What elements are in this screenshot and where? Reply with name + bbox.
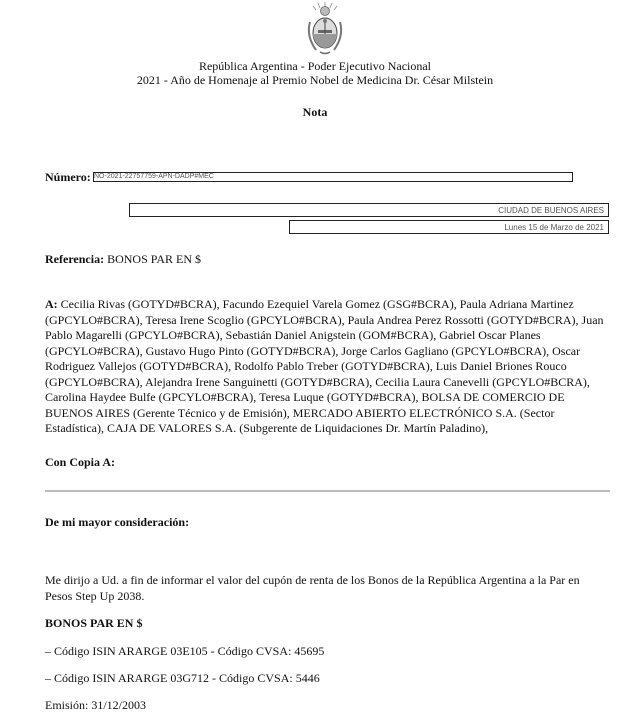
coat-of-arms-emblem bbox=[300, 0, 350, 56]
destinatarios-line: A: Cecilia Rivas (GOTYD#BCRA), Facundo Ezequiel Varela Gomez (GSG#BCRA), Paula Adriana Martinez bbox=[45, 297, 574, 311]
destinatarios-line: Pablo Magarelli (GPCYLO#BCRA), Sebastián Daniel Anigstein (GOM#BCRA), Gabriel Oscar Planes bbox=[45, 328, 541, 342]
emision-line: Emisión: 31/12/2003 bbox=[45, 698, 147, 712]
header-line-2: 2021 - Año de Homenaje al Premio Nobel de Medicina Dr. César Milstein bbox=[136, 73, 494, 87]
bond-title: BONOS PAR EN $ bbox=[45, 616, 143, 630]
greeting: De mi mayor consideración: bbox=[45, 515, 190, 529]
intro-line: Me dirijo a Ud. a fin de informar el valor del cupón de renta de los Bonos de la República Argentina a la Par en bbox=[45, 573, 580, 587]
destinatarios-line: Rodriguez Vallejos (GOTYD#BCRA), Rodolfo Pablo Treber (GOTYD#BCRA), Luis Daniel Briones Rouco bbox=[45, 359, 567, 373]
destinatarios-line: Carolina Haydee Bulfe (GPCYLO#BCRA), Teresa Luque (GOTYD#BCRA), BOLSA DE COMERCIO DE bbox=[45, 390, 565, 404]
con-copia-label: Con Copia A: bbox=[45, 455, 116, 469]
section-divider bbox=[45, 490, 610, 492]
place-field: CIUDAD DE BUENOS AIRES bbox=[129, 203, 609, 217]
destinatarios-line: (GPCYLO#BCRA), Teresa Irene Scoglio (GPCYLO#BCRA), Paula Andrea Perez Rossotti (GOTYD#BCRA), Juan bbox=[45, 312, 604, 327]
referencia-value: BONOS PAR EN $ bbox=[107, 252, 202, 266]
referencia-line bbox=[45, 252, 201, 267]
numero-value-field: NO-2021-22757759-APN-DADP#MEC bbox=[93, 172, 573, 182]
destinatarios-label: A: bbox=[45, 297, 58, 311]
numero-label: Número: bbox=[45, 170, 91, 184]
intro-line: Pesos Step Up 2038. bbox=[45, 588, 145, 603]
destinatarios-line: (GPCYLO#BCRA), Gustavo Hugo Pinto (GOTYD#BCRA), Jorge Carlos Gagliano (GPCYLO#BCRA), Oscar bbox=[45, 343, 581, 358]
isin-line-2: – Código ISIN ARARGE 03G712 - Código CVSA: 5446 bbox=[45, 671, 320, 685]
document-type-title: Nota bbox=[302, 105, 328, 119]
isin-line-1: – Código ISIN ARARGE 03E105 - Código CVSA: 45695 bbox=[45, 644, 325, 658]
destinatarios-block bbox=[45, 297, 610, 437]
header-line-1: República Argentina - Poder Ejecutivo Nacional bbox=[198, 59, 432, 73]
intro-paragraph bbox=[45, 573, 610, 604]
referencia-label: Referencia: bbox=[45, 252, 105, 266]
destinatarios-line: (GPCYLO#BCRA), Alejandra Irene Sanguinetti (GOTYD#BCRA), Cecilia Laura Canevelli (GPCYLO#BCRA), bbox=[45, 374, 590, 389]
destinatarios-line: BUENOS AIRES (Gerente Técnico y de Emisión), MERCADO ABIERTO ELECTRÓNICO S.A. (Sector bbox=[45, 405, 555, 420]
destinatarios-line: Estadística), CAJA DE VALORES S.A. (Subgerente de Liquidaciones Dr. Martín Paladino), bbox=[45, 421, 489, 435]
date-field: Lunes 15 de Marzo de 2021 bbox=[289, 220, 609, 234]
